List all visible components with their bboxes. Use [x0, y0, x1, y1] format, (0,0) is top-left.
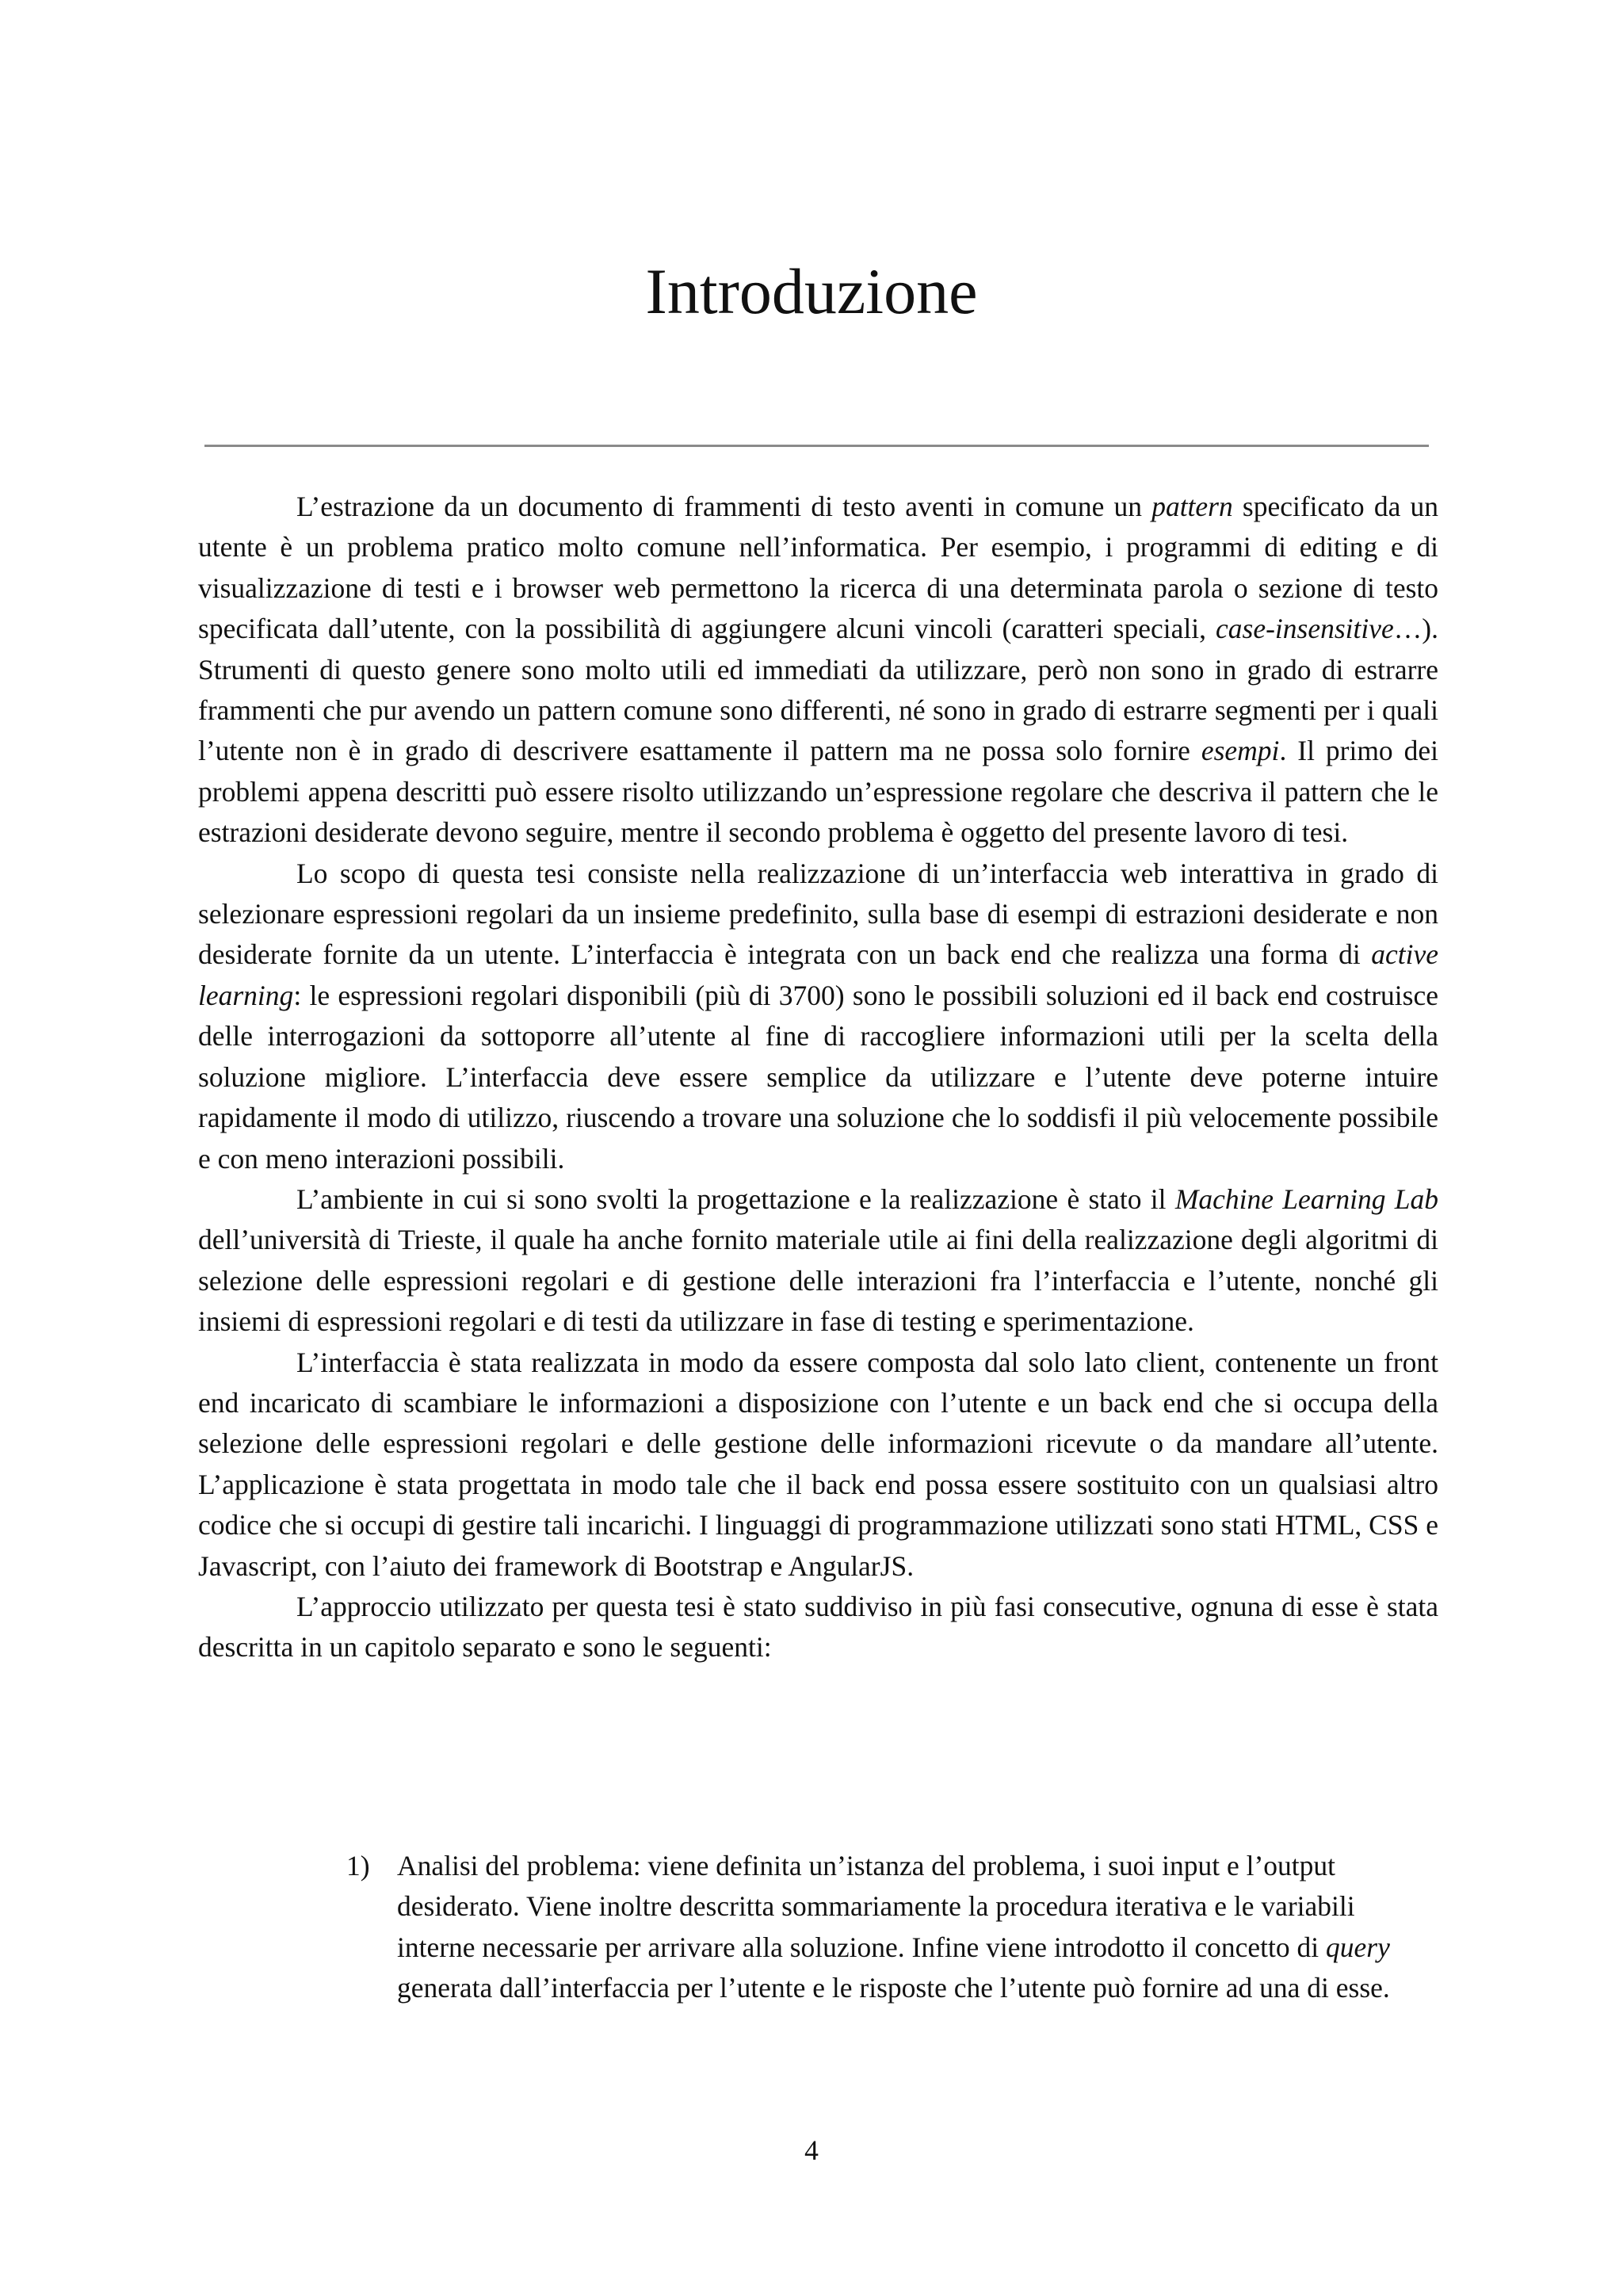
list-item — [346, 1846, 1436, 2009]
numbered-list — [346, 1846, 1436, 2009]
body-text — [198, 487, 1438, 1668]
text-segment-italic: pattern — [1151, 491, 1233, 522]
text-segment: dell’università di Trieste, il quale ha anche fornito materiale utile ai fini della realizzazione degli algoritmi di selezione delle espressioni regolari e di gestione delle interazioni fra l’interfaccia e l’utente, nonché gli insiemi di espressioni regolari e di testi da utilizzare in fase di testing e sperimentazione. — [198, 1224, 1438, 1338]
list-marker: 1) — [346, 1850, 370, 1881]
text-segment: L’interfaccia è stata realizzata in modo da essere composta dal solo lato client, contenente un front end incaricato di scambiare le informazioni a disposizione con l’utente e un back end che si occupa della selezione delle espressioni regolari e delle gestione delle informazioni ricevute o da mandare all’utente. L’applicazione è stata progettata in modo tale che il back end possa essere sostituito con un qualsiasi altro codice che si occupi di gestire tali incarichi. I linguaggi di programmazione utilizzati sono stati HTML, CSS e Javascript, con l’aiuto dei framework di Bootstrap e AngularJS. — [198, 1346, 1438, 1582]
text-segment-italic: query — [1326, 1931, 1390, 1963]
text-segment: L’estrazione da un documento di frammenti di testo aventi in comune un — [296, 491, 1152, 522]
text-segment: . Il primo dei problemi appena descritti può essere risolto utilizzando un’espressione regolare che descriva il pattern che le estrazioni desiderate devono seguire, mentre il secondo problema è oggetto del presente lavoro di tesi. — [198, 735, 1438, 849]
text-segment: : le espressioni regolari disponibili (più di 3700) sono le possibili soluzioni ed il back end costruisce delle interrogazioni da sottoporre all’utente al fine di raccogliere informazioni utili per la scelta della soluzione migliore. L’interfaccia deve essere semplice da utilizzare e l’utente deve poterne intuire rapidamente il modo di utilizzo, riuscendo a trovare una soluzione che lo soddisfi il più velocemente possibile e con meno interazioni possibili. — [198, 979, 1438, 1175]
text-segment-italic: Machine Learning Lab — [1174, 1182, 1438, 1215]
text-segment: …). Strumenti di questo genere sono molto utili ed immediati da utilizzare, però non sono in grado di estrarre frammenti che pur avendo un pattern comune sono differenti, né sono in grado di estrarre segmenti per i quali l’utente non è in grado di descrivere esattamente il pattern ma ne possa solo fornire — [198, 613, 1438, 767]
paragraph-1 — [198, 487, 1438, 854]
text-segment: L’approccio utilizzato per questa tesi è stato suddiviso in più fasi consecutive, ognuna di esse è stata descritta in un capitolo separato e sono le seguenti: — [198, 1590, 1438, 1664]
text-segment: specificato da un utente è un problema pratico molto comune nell’informatica. Per esempio, i programmi di editing e di visualizzazione di testi e i browser web permettono la ricerca di una determinata parola o sezione di testo specificata dall’utente, con la possibilità di aggiungere alcuni vincoli (caratteri speciali, — [198, 491, 1438, 645]
paragraph-3 — [198, 1179, 1438, 1343]
chapter-title: Introduzione — [645, 255, 978, 327]
paragraph-5 — [198, 1587, 1438, 1668]
text-segment-italic: case-insensitive — [1216, 613, 1394, 645]
text-segment-italic: esempi — [1201, 735, 1280, 767]
text-segment: Analisi del problema: viene definita un’istanza del problema, i suoi input e l’output desiderato. Viene inoltre descritta sommariamente la procedura iterativa e le variabili interne necessarie per arrivare alla soluzione. Infine viene introdotto il concetto di — [397, 1850, 1355, 1963]
title-divider — [204, 445, 1429, 447]
text-segment: L’ambiente in cui si sono svolti la progettazione e la realizzazione è stato il — [296, 1182, 1175, 1215]
text-segment: generata dall’interfaccia per l’utente e le risposte che l’utente può fornire ad una di esse. — [397, 1972, 1390, 2004]
paragraph-2 — [198, 854, 1438, 1179]
paragraph-4 — [198, 1343, 1438, 1587]
text-segment-italic: active learning — [198, 938, 1438, 1011]
page-number: 4 — [804, 2134, 819, 2166]
text-segment: Lo scopo di questa tesi consiste nella realizzazione di un’interfaccia web interattiva in grado di selezionare espressioni regolari da un insieme predefinito, sulla base di esempi di estrazioni desiderate e non desiderate fornite da un utente. L’interfaccia è integrata con un back end che realizza una forma di — [198, 857, 1438, 971]
